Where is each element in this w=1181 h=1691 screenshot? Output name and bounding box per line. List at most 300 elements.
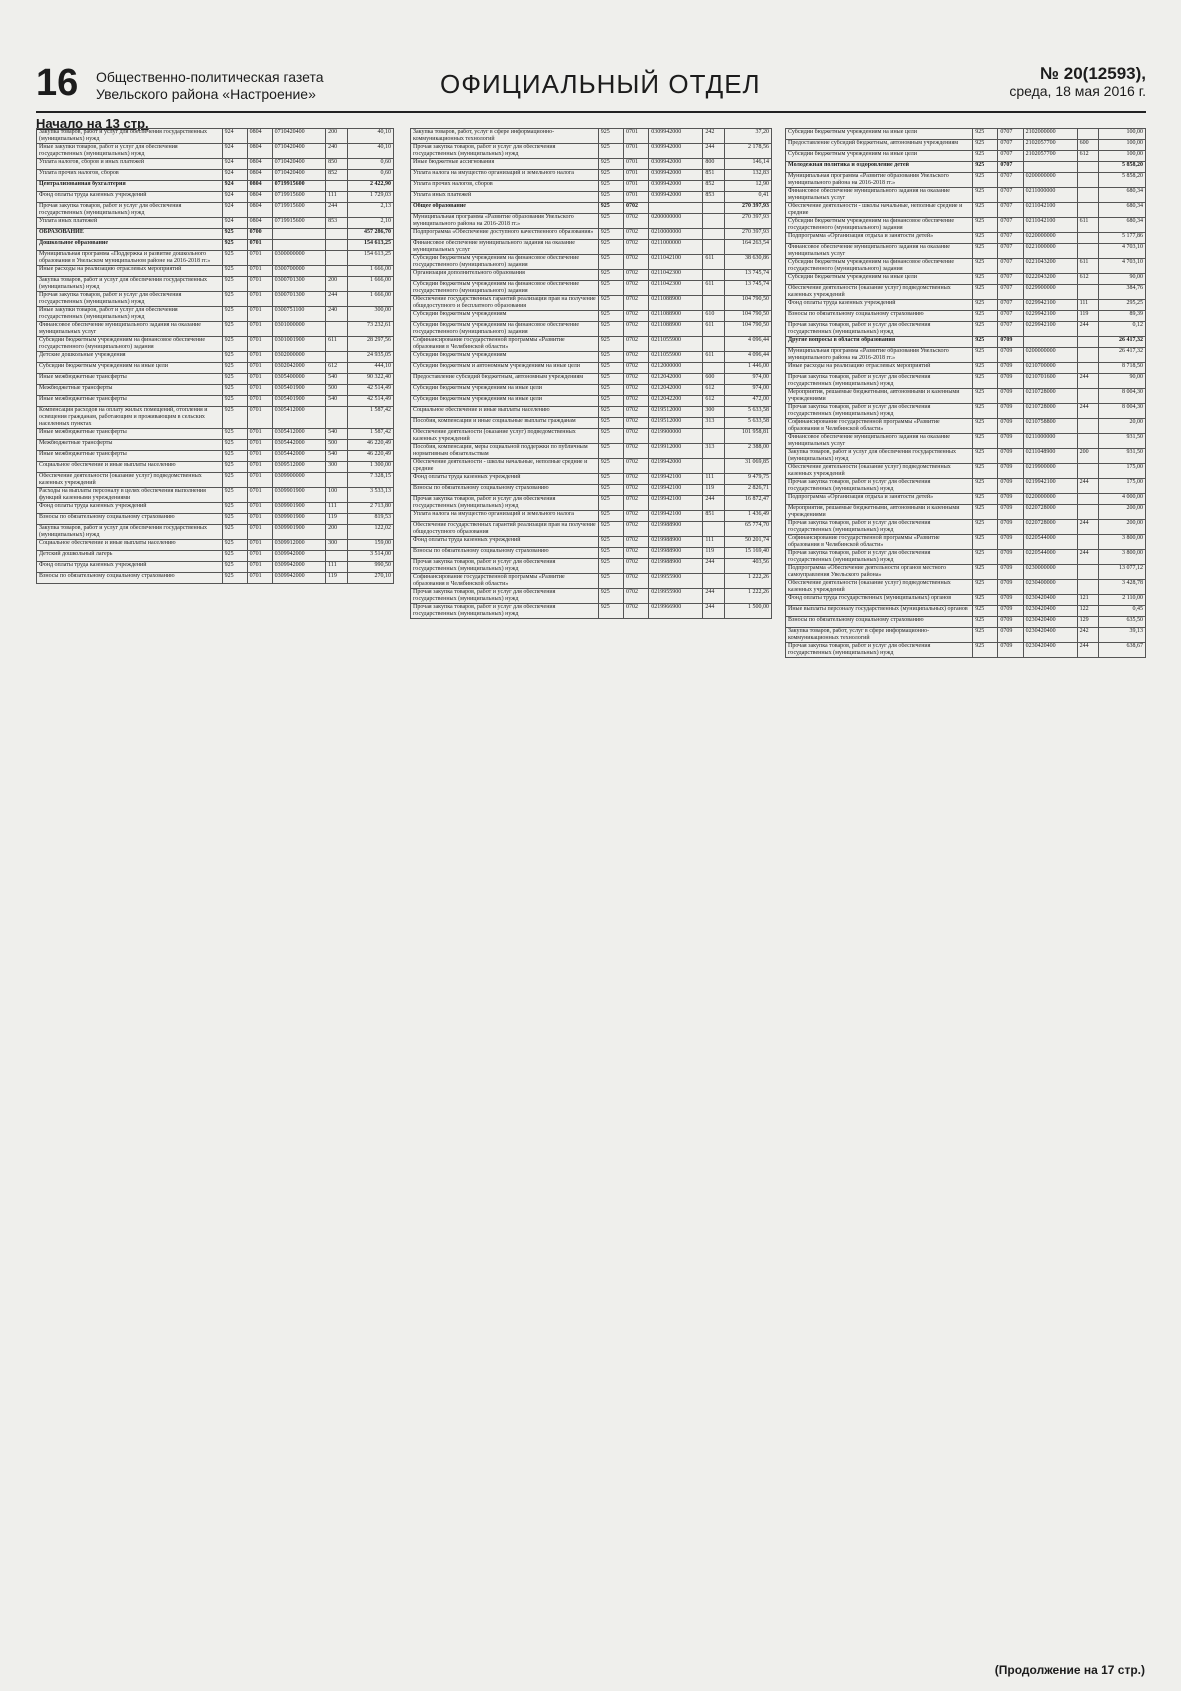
table-row — [37, 240, 394, 251]
row-amount: 8 004,30 — [1099, 404, 1146, 419]
code-target: 0305401900 — [272, 385, 326, 396]
table-row — [37, 385, 394, 396]
code-target: 0211042300 — [649, 281, 703, 296]
issue-info — [1009, 65, 1146, 100]
row-name: Другие вопросы в области образования — [786, 337, 973, 348]
code-type — [326, 407, 347, 429]
code-type — [326, 240, 347, 251]
row-name: Организация дополнительного образования — [411, 270, 599, 281]
row-amount: 89,39 — [1099, 311, 1146, 322]
table-row — [411, 337, 772, 352]
table-row — [411, 129, 772, 144]
row-amount: 444,10 — [347, 363, 393, 374]
code-admin: 925 — [973, 617, 998, 628]
row-amount: 90,00 — [1099, 274, 1146, 285]
code-admin: 925 — [222, 540, 247, 551]
table-row — [411, 240, 772, 255]
code-target: 0219988900 — [649, 522, 703, 537]
code-admin: 925 — [973, 259, 998, 274]
code-section: 0701 — [247, 551, 272, 562]
row-amount: 122,02 — [347, 525, 393, 540]
code-target: 0302000000 — [272, 352, 326, 363]
code-admin: 925 — [973, 348, 998, 363]
row-name: Прочая закупка товаров, работ и услуг для обеспечения государственных (муниципальных) нужд — [786, 479, 973, 494]
code-admin: 925 — [973, 285, 998, 300]
row-amount: 270 397,93 — [725, 229, 772, 240]
table-row — [411, 363, 772, 374]
table-row — [37, 277, 394, 292]
code-target: 0719915600 — [272, 218, 326, 229]
code-admin: 925 — [222, 440, 247, 451]
code-target: 0309901900 — [272, 514, 326, 525]
row-amount: 31 069,85 — [725, 459, 772, 474]
row-name: Субсидии бюджетным учреждениям на иные цели — [411, 385, 599, 396]
table-row — [411, 548, 772, 559]
row-name: Субсидии бюджетным учреждениям на иные цели — [786, 274, 973, 285]
code-type: 244 — [1077, 550, 1099, 565]
row-name: Обеспечение деятельности (оказание услуг) подведомственных казенных учреждений — [786, 580, 973, 595]
code-type: 244 — [1077, 374, 1099, 389]
code-section: 0702 — [624, 418, 649, 429]
row-name: Пособия, компенсации и иные социальные выплаты гражданам — [411, 418, 599, 429]
code-type: 200 — [326, 277, 347, 292]
code-type: 611 — [703, 281, 725, 296]
code-section: 0709 — [998, 565, 1023, 580]
code-admin: 925 — [973, 464, 998, 479]
row-amount: 132,83 — [725, 170, 772, 181]
code-type: 313 — [703, 444, 725, 459]
row-amount: 1 587,42 — [347, 407, 393, 429]
code-admin: 925 — [598, 129, 623, 144]
code-section: 0702 — [624, 474, 649, 485]
code-section: 0702 — [624, 589, 649, 604]
publication-name — [96, 69, 324, 103]
code-section: 0707 — [998, 162, 1023, 173]
code-admin: 924 — [222, 129, 247, 144]
code-target: 0222043200 — [1023, 274, 1077, 285]
row-name: Прочая закупка товаров, работ и услуг для обеспечения государственных (муниципальных) нужд — [786, 322, 973, 337]
code-admin: 924 — [222, 144, 247, 159]
table-row — [37, 514, 394, 525]
table-row — [786, 274, 1146, 285]
row-amount: 2,13 — [347, 203, 393, 218]
code-admin: 925 — [973, 389, 998, 404]
row-name: Пособия, компенсации, меры социальной поддержки по публичным нормативным обязательствам — [411, 444, 599, 459]
table-row — [786, 617, 1146, 628]
row-name: Подпрограмма «Обеспечение доступного качественного образования» — [411, 229, 599, 240]
row-name: ОБРАЗОВАНИЕ — [37, 229, 223, 240]
row-name: Мероприятия, решаемые бюджетными, автономными и казенными учреждениями — [786, 505, 973, 520]
row-amount: 1 222,26 — [725, 574, 772, 589]
code-section: 0702 — [624, 203, 649, 214]
code-target: 0210000000 — [649, 229, 703, 240]
row-name: Субсидии бюджетным учреждениям на финансовое обеспечение государственного (муниципального) задания — [411, 322, 599, 337]
row-name: Уплата налогов, сборов и иных платежей — [37, 159, 223, 170]
row-amount: 457 286,70 — [347, 229, 393, 240]
row-amount: 638,67 — [1099, 643, 1146, 658]
row-amount: 2 178,56 — [725, 144, 772, 159]
table-row — [37, 407, 394, 429]
row-name: Иные межбюджетные трансферты — [37, 451, 223, 462]
code-type — [703, 363, 725, 374]
row-amount: 974,00 — [725, 374, 772, 385]
table-row — [37, 374, 394, 385]
table-row — [786, 520, 1146, 535]
row-name: Прочая закупка товаров, работ и услуг для обеспечения государственных (муниципальных) нужд — [786, 374, 973, 389]
row-amount: 3 514,00 — [347, 551, 393, 562]
table-row — [37, 562, 394, 573]
row-amount: 154 613,25 — [347, 251, 393, 266]
budget-column-2 — [410, 128, 772, 1658]
code-section: 0804 — [247, 170, 272, 181]
code-target: 2102057700 — [1023, 151, 1077, 162]
row-amount: 680,34 — [1099, 188, 1146, 203]
row-name: Прочая закупка товаров, работ и услуг для обеспечения государственных (муниципальных) нужд — [411, 589, 599, 604]
row-amount: 384,76 — [1099, 285, 1146, 300]
row-name: Взносы по обязательному социальному страхованию — [411, 485, 599, 496]
code-section: 0702 — [624, 604, 649, 619]
code-type: 244 — [703, 144, 725, 159]
row-name: Финансовое обеспечение муниципального задания на оказание муниципальных услуг — [786, 434, 973, 449]
code-section: 0707 — [998, 151, 1023, 162]
code-admin: 925 — [598, 270, 623, 281]
row-amount: 0,60 — [347, 159, 393, 170]
page-number: 16 — [36, 62, 79, 104]
code-target: 0301001900 — [272, 337, 326, 352]
row-name: Общее образование — [411, 203, 599, 214]
code-section: 0701 — [247, 396, 272, 407]
row-name: Иные расходы на реализацию отраслевых мероприятий — [786, 363, 973, 374]
code-target: 0219512000 — [649, 407, 703, 418]
row-name: Предоставление субсидий бюджетным, автономным учреждениям — [411, 374, 599, 385]
row-name: Иные закупки товаров, работ и услуг для обеспечения государственных (муниципальных) нужд — [37, 307, 223, 322]
code-section: 0804 — [247, 159, 272, 170]
code-target: 0309901900 — [272, 525, 326, 540]
table-row — [786, 129, 1146, 140]
code-admin: 924 — [222, 192, 247, 203]
code-target: 0710420400 — [272, 170, 326, 181]
code-section: 0701 — [624, 129, 649, 144]
table-row — [37, 292, 394, 307]
code-admin: 925 — [973, 404, 998, 419]
code-target: 0309942000 — [272, 562, 326, 573]
row-amount: 5 633,58 — [725, 407, 772, 418]
code-section: 0702 — [624, 459, 649, 474]
code-section: 0701 — [247, 573, 272, 584]
code-admin: 925 — [222, 551, 247, 562]
row-amount: 1 446,00 — [725, 363, 772, 374]
row-name: Субсидии бюджетным учреждениям на иные цели — [411, 396, 599, 407]
code-admin: 925 — [222, 525, 247, 540]
row-amount: 819,53 — [347, 514, 393, 525]
code-target: 0219942100 — [1023, 479, 1077, 494]
code-target: 0219900000 — [1023, 464, 1077, 479]
code-admin: 924 — [222, 203, 247, 218]
code-section: 0701 — [247, 385, 272, 396]
row-amount: 2 388,00 — [725, 444, 772, 459]
row-amount: 20,00 — [1099, 419, 1146, 434]
row-amount: 974,00 — [725, 385, 772, 396]
code-type — [1077, 565, 1099, 580]
code-target: 0219988900 — [649, 548, 703, 559]
row-amount: 65 774,70 — [725, 522, 772, 537]
row-name: Субсидии бюджетным учреждениям на финансовое обеспечение государственного (муниципального) задания — [786, 218, 973, 233]
row-name: Закупка товаров, работ и услуг для обеспечения государственных (муниципальных) нужд — [37, 525, 223, 540]
code-type — [703, 214, 725, 229]
code-target: 0220000000 — [1023, 233, 1077, 244]
code-section: 0701 — [247, 429, 272, 440]
row-amount: 100,00 — [1099, 140, 1146, 151]
code-target: 0300701300 — [272, 277, 326, 292]
row-amount: 5 858,20 — [1099, 173, 1146, 188]
code-admin: 925 — [598, 574, 623, 589]
row-name: Подпрограмма «Обеспечение деятельности органов местного самоуправления Увельского района» — [786, 565, 973, 580]
table-row — [786, 188, 1146, 203]
code-admin: 925 — [598, 181, 623, 192]
row-amount: 12,90 — [725, 181, 772, 192]
code-section: 0707 — [998, 129, 1023, 140]
row-name: Уплата налога на имущество организаций и земельного налога — [411, 170, 599, 181]
code-target: 0210728000 — [1023, 389, 1077, 404]
code-target: 0211055900 — [649, 352, 703, 363]
code-type: 244 — [1077, 520, 1099, 535]
code-target: 0219988900 — [649, 559, 703, 574]
code-type: 240 — [326, 307, 347, 322]
code-type: 244 — [1077, 643, 1099, 658]
code-target: 0305412000 — [272, 407, 326, 429]
table-row — [411, 496, 772, 511]
code-admin: 925 — [598, 418, 623, 429]
code-type — [703, 459, 725, 474]
code-admin: 925 — [598, 352, 623, 363]
row-name: Прочая закупка товаров, работ и услуг для обеспечения государственных (муниципальных) нужд — [786, 404, 973, 419]
code-section: 0709 — [998, 374, 1023, 389]
code-target: 0309942000 — [649, 181, 703, 192]
row-name: Прочая закупка товаров, работ и услуг для обеспечения государственных (муниципальных) нужд — [411, 604, 599, 619]
page-header — [36, 63, 1146, 111]
code-section: 0701 — [247, 451, 272, 462]
issue-date: среда, 18 мая 2016 г. — [1009, 83, 1146, 99]
row-amount: 13 745,74 — [725, 281, 772, 296]
code-type — [1077, 162, 1099, 173]
code-type: 111 — [703, 537, 725, 548]
code-target: 0211088900 — [649, 322, 703, 337]
code-target: 0305400000 — [272, 374, 326, 385]
row-amount: 40,10 — [347, 144, 393, 159]
code-admin: 925 — [598, 548, 623, 559]
table-row — [786, 300, 1146, 311]
budget-table-3 — [785, 128, 1146, 658]
code-admin: 925 — [598, 537, 623, 548]
code-type: 240 — [326, 144, 347, 159]
code-type — [1077, 129, 1099, 140]
code-section: 0709 — [998, 550, 1023, 565]
table-row — [37, 322, 394, 337]
row-amount: 40,10 — [347, 129, 393, 144]
code-admin: 925 — [222, 429, 247, 440]
code-target — [272, 240, 326, 251]
code-target: 0229942100 — [1023, 300, 1077, 311]
code-target: 0212042000 — [649, 385, 703, 396]
code-target: 0219955900 — [649, 574, 703, 589]
code-type — [703, 337, 725, 352]
table-row — [37, 307, 394, 322]
row-amount: 4 096,44 — [725, 352, 772, 363]
code-admin: 925 — [598, 159, 623, 170]
table-row — [786, 535, 1146, 550]
code-admin: 925 — [973, 300, 998, 311]
row-amount: 0,45 — [1099, 606, 1146, 617]
code-admin: 925 — [973, 140, 998, 151]
row-name: Иные выплаты персоналу государственных (муниципальных) органов — [786, 606, 973, 617]
code-type: 500 — [326, 440, 347, 451]
table-row — [411, 418, 772, 429]
code-type: 853 — [703, 192, 725, 203]
code-admin: 925 — [973, 337, 998, 348]
budget-table-1 — [36, 128, 394, 584]
code-type: 119 — [326, 573, 347, 584]
code-section: 0709 — [998, 363, 1023, 374]
code-target: 0221043200 — [1023, 259, 1077, 274]
code-section: 0707 — [998, 140, 1023, 151]
code-section: 0701 — [247, 525, 272, 540]
table-row — [411, 537, 772, 548]
row-name: Субсидии бюджетным учреждениям на иные цели — [37, 363, 223, 374]
code-admin: 925 — [598, 255, 623, 270]
continued-from-label: Начало на 13 стр. — [36, 116, 149, 131]
code-admin: 925 — [598, 511, 623, 522]
code-type: 852 — [703, 181, 725, 192]
code-type — [1077, 505, 1099, 520]
row-name: Закупка товаров, работ и услуг для обеспечения государственных (муниципальных) нужд — [37, 129, 223, 144]
code-section: 0709 — [998, 617, 1023, 628]
code-admin: 925 — [222, 573, 247, 584]
code-admin: 925 — [222, 514, 247, 525]
row-name: Уплата иных платежей — [411, 192, 599, 203]
code-type: 611 — [1077, 259, 1099, 274]
table-row — [37, 251, 394, 266]
row-amount: 1 222,26 — [725, 589, 772, 604]
code-section: 0709 — [998, 580, 1023, 595]
table-row — [37, 203, 394, 218]
code-target: 0301000000 — [272, 322, 326, 337]
code-admin: 925 — [973, 233, 998, 244]
code-section: 0702 — [624, 311, 649, 322]
row-name: Иные расходы на реализацию отраслевых мероприятий — [37, 266, 223, 277]
row-amount: 200,00 — [1099, 505, 1146, 520]
code-type: 853 — [326, 218, 347, 229]
row-name: Прочая закупка товаров, работ и услуг для обеспечения государственных (муниципальных) нужд — [786, 520, 973, 535]
row-amount: 37,20 — [725, 129, 772, 144]
code-target: 0309512000 — [272, 462, 326, 473]
code-section: 0709 — [998, 505, 1023, 520]
table-row — [411, 192, 772, 203]
code-type: 851 — [703, 170, 725, 181]
code-target: 0309942000 — [649, 192, 703, 203]
row-name: Предоставление субсидий бюджетным, автономным учреждениям — [786, 140, 973, 151]
table-row — [411, 170, 772, 181]
code-admin: 924 — [222, 218, 247, 229]
row-amount: 5 177,86 — [1099, 233, 1146, 244]
code-section: 0701 — [624, 159, 649, 170]
table-row — [37, 525, 394, 540]
row-amount: 15 169,40 — [725, 548, 772, 559]
code-type: 612 — [703, 385, 725, 396]
row-name: Компенсация расходов на оплату жилых помещений, отопления и освещения гражданам, работающим и проживающим в сельских населенных пунктах — [37, 407, 223, 429]
code-admin: 925 — [598, 485, 623, 496]
code-admin: 925 — [973, 311, 998, 322]
code-type: 200 — [326, 525, 347, 540]
code-admin: 925 — [598, 385, 623, 396]
row-amount: 104 790,50 — [725, 311, 772, 322]
table-row — [37, 337, 394, 352]
table-row — [37, 503, 394, 514]
code-admin: 925 — [973, 580, 998, 595]
code-target: 0211042100 — [1023, 218, 1077, 233]
code-section: 0701 — [624, 192, 649, 203]
row-amount: 403,56 — [725, 559, 772, 574]
row-amount: 13 745,74 — [725, 270, 772, 281]
code-section: 0701 — [247, 473, 272, 488]
code-section: 0701 — [624, 181, 649, 192]
row-amount: 24 935,05 — [347, 352, 393, 363]
row-name: Муниципальная программа «Поддержка и развитие дошкольного образования в Увельском муниципальном районе на 2016-2018 гг.» — [37, 251, 223, 266]
code-section: 0709 — [998, 606, 1023, 617]
code-admin: 925 — [598, 604, 623, 619]
code-type: 242 — [703, 129, 725, 144]
row-name: Подпрограмма «Организация отдыха и занятости детей» — [786, 233, 973, 244]
code-admin: 924 — [222, 170, 247, 181]
row-name: Взносы по обязательному социальному страхованию — [411, 548, 599, 559]
code-admin: 925 — [973, 151, 998, 162]
issue-number: № 20(12593), — [1040, 64, 1146, 83]
code-type: 119 — [703, 485, 725, 496]
table-row — [37, 192, 394, 203]
code-admin: 925 — [598, 559, 623, 574]
table-row — [37, 429, 394, 440]
code-type: 244 — [1077, 479, 1099, 494]
code-section: 0702 — [624, 214, 649, 229]
code-type — [1077, 535, 1099, 550]
table-row — [411, 396, 772, 407]
code-type: 244 — [1077, 404, 1099, 419]
code-type: 500 — [326, 385, 347, 396]
table-row — [786, 203, 1146, 218]
code-section: 0709 — [998, 337, 1023, 348]
table-row — [411, 429, 772, 444]
code-target: 0309912000 — [272, 540, 326, 551]
row-amount: 7 328,15 — [347, 473, 393, 488]
table-row — [37, 170, 394, 181]
code-admin: 925 — [973, 203, 998, 218]
code-target: 0710420400 — [272, 144, 326, 159]
code-section: 0709 — [998, 494, 1023, 505]
code-section: 0707 — [998, 300, 1023, 311]
code-admin: 925 — [222, 503, 247, 514]
code-admin: 925 — [973, 129, 998, 140]
code-admin: 925 — [973, 494, 998, 505]
code-target: 0212000000 — [649, 363, 703, 374]
code-admin: 925 — [598, 170, 623, 181]
code-target: 0200000000 — [1023, 348, 1077, 363]
code-target: 0219512000 — [649, 418, 703, 429]
code-admin: 925 — [222, 473, 247, 488]
row-amount: 0,12 — [1099, 322, 1146, 337]
code-target: 2102057700 — [1023, 140, 1077, 151]
table-row — [786, 449, 1146, 464]
code-target: 0309900000 — [272, 473, 326, 488]
row-name: Межбюджетные трансферты — [37, 385, 223, 396]
